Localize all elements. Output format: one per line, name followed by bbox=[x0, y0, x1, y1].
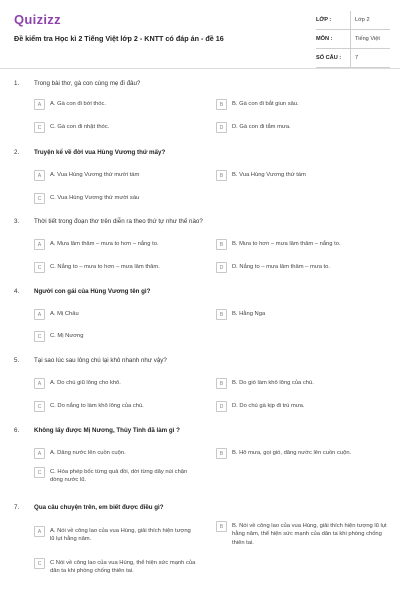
question-number: 4. bbox=[14, 288, 20, 295]
option-c[interactable] bbox=[34, 331, 194, 342]
option-b[interactable] bbox=[216, 99, 386, 110]
meta-table bbox=[316, 11, 390, 68]
option-letter: B bbox=[216, 448, 227, 459]
option-letter: C bbox=[34, 122, 45, 133]
option-b[interactable] bbox=[216, 239, 390, 250]
meta-label: LỚP : bbox=[316, 17, 332, 23]
question-text: Qua câu chuyện trên, em biết được điều gì? bbox=[34, 504, 164, 511]
option-text: C. Do nắng to làm khô lông của chú. bbox=[50, 403, 144, 409]
option-text: D. Nắng to – mưa lâm thâm – mưa to. bbox=[232, 264, 330, 270]
option-letter: B bbox=[216, 378, 227, 389]
option-text: C. Mị Nương bbox=[50, 333, 84, 339]
option-c[interactable] bbox=[34, 122, 194, 133]
option-letter: B bbox=[216, 170, 227, 181]
question-number: 7. bbox=[14, 504, 20, 511]
option-letter: B bbox=[216, 521, 227, 532]
question-text: Người con gái của Hùng Vương tên gì? bbox=[34, 288, 151, 295]
option-b[interactable] bbox=[216, 448, 390, 459]
quizizz-logo: Quizizz bbox=[14, 12, 61, 27]
question-number: 5. bbox=[14, 357, 20, 364]
option-c[interactable] bbox=[34, 558, 196, 576]
question-text: Trong bài thơ, gà con cùng mẹ đi đâu? bbox=[34, 80, 141, 87]
question-number: 6. bbox=[14, 427, 20, 434]
question-6 bbox=[14, 427, 390, 484]
meta-value: 7 bbox=[350, 49, 390, 67]
option-letter: C bbox=[34, 467, 45, 478]
option-text: A. Do chú giũ lông cho khô. bbox=[50, 380, 121, 386]
option-d[interactable] bbox=[216, 401, 390, 412]
option-text: D. Do chú gà kịp đi trú mưa. bbox=[232, 403, 305, 409]
option-letter: B bbox=[216, 239, 227, 250]
option-text: B. Hô mưa, gọi gió, dâng nước lên cuồn cuộn. bbox=[232, 450, 352, 456]
option-letter: A bbox=[34, 448, 45, 459]
option-text: B. Mưa to hơn – mưa lâm thâm – nắng to. bbox=[232, 241, 341, 247]
option-letter: A bbox=[34, 309, 45, 320]
option-text: B. Vua Hùng Vương thứ tám bbox=[232, 172, 306, 178]
option-text: A. Mị Châu bbox=[50, 311, 79, 317]
option-text: C. Vua Hùng Vương thứ mười sáu bbox=[50, 195, 140, 201]
question-7 bbox=[14, 504, 390, 575]
option-letter: A bbox=[34, 239, 45, 250]
option-b[interactable] bbox=[216, 521, 390, 547]
option-a[interactable] bbox=[34, 99, 194, 110]
option-letter: D bbox=[216, 262, 227, 273]
option-letter: C bbox=[34, 401, 45, 412]
option-text: B. Do gió làm khô lông của chú. bbox=[232, 380, 314, 386]
option-letter: C bbox=[34, 193, 45, 204]
question-number: 1. bbox=[14, 80, 20, 87]
option-text: B. Hằng Nga bbox=[232, 311, 266, 317]
option-text: A. Dâng nước lên cuồn cuộn. bbox=[50, 450, 126, 456]
option-c[interactable] bbox=[34, 401, 204, 412]
option-letter: C bbox=[34, 262, 45, 273]
question-text: Tại sao lúc sau lông chú lại khô nhanh như vậy? bbox=[34, 357, 167, 364]
option-d[interactable] bbox=[216, 262, 390, 273]
option-letter: B bbox=[216, 309, 227, 320]
question-text: Truyện kể về đời vua Hùng Vương thứ mấy? bbox=[34, 149, 166, 156]
option-letter: C bbox=[34, 331, 45, 342]
option-text: D. Gà con đi tắm mưa. bbox=[232, 124, 291, 130]
question-text: Không lấy được Mị Nương, Thủy Tinh đã làm gì ? bbox=[34, 427, 180, 434]
question-5 bbox=[14, 357, 390, 410]
option-letter: A bbox=[34, 526, 45, 537]
option-c[interactable] bbox=[34, 467, 192, 485]
question-number: 2. bbox=[14, 149, 20, 156]
option-b[interactable] bbox=[216, 309, 386, 320]
option-letter: A bbox=[34, 170, 45, 181]
option-b[interactable] bbox=[216, 170, 386, 181]
meta-row-class bbox=[316, 11, 390, 30]
option-letter: A bbox=[34, 99, 45, 110]
option-text: A. Gà con đi bới thóc. bbox=[50, 101, 107, 107]
option-text: A. Nói về công lao của vua Hùng, giải thích hiện tượng lũ lụt hằng năm. bbox=[50, 528, 191, 543]
option-text: A. Vua Hùng Vương thứ mười tám bbox=[50, 172, 140, 178]
question-2 bbox=[14, 149, 390, 202]
meta-label: SỐ CÂU : bbox=[316, 55, 342, 61]
meta-row-subject bbox=[316, 30, 390, 49]
header-divider bbox=[0, 68, 400, 69]
question-text: Thời tiết trong đoạn thơ trên diễn ra theo thứ tự như thế nào? bbox=[34, 218, 203, 225]
option-c[interactable] bbox=[34, 193, 194, 204]
option-a[interactable] bbox=[34, 448, 204, 459]
option-text: C. Hóa phép bốc từng quả đồi, dời từng dãy núi chặn dòng nước lũ. bbox=[50, 469, 188, 484]
question-1 bbox=[14, 80, 390, 131]
question-4 bbox=[14, 288, 390, 340]
option-letter: C bbox=[34, 558, 45, 569]
meta-value: Tiếng Việt bbox=[350, 30, 390, 48]
meta-row-count bbox=[316, 49, 390, 68]
option-text: C. Nắng to – mưa to hơn – mưa lâm thâm. bbox=[50, 264, 160, 270]
option-d[interactable] bbox=[216, 122, 386, 133]
option-a[interactable] bbox=[34, 170, 194, 181]
meta-label: MÔN : bbox=[316, 36, 333, 42]
option-text: B. Gà con đi bắt giun sâu. bbox=[232, 101, 299, 107]
meta-value: Lớp 2 bbox=[350, 11, 390, 29]
option-a[interactable] bbox=[34, 378, 204, 389]
option-letter: D bbox=[216, 122, 227, 133]
option-letter: D bbox=[216, 401, 227, 412]
question-number: 3. bbox=[14, 218, 20, 225]
option-a[interactable] bbox=[34, 309, 194, 320]
option-text: C. Gà con đi nhặt thóc. bbox=[50, 124, 110, 130]
option-text: B. Nói về công lao của vua Hùng, giải thích hiện tượng lũ lụt hằng năm, thể hiện sức mạnh của dân ta khi phòng chống thiên tai. bbox=[232, 523, 387, 546]
option-letter: B bbox=[216, 99, 227, 110]
option-a[interactable] bbox=[34, 526, 196, 544]
option-b[interactable] bbox=[216, 378, 390, 389]
option-a[interactable] bbox=[34, 239, 204, 250]
document-title: Đề kiểm tra Học kì 2 Tiếng Việt lớp 2 - KNTT có đáp án - đề 16 bbox=[14, 34, 224, 43]
option-letter: A bbox=[34, 378, 45, 389]
question-3 bbox=[14, 218, 390, 271]
option-text: C Nói về công lao của vua Hùng, thể hiện sức mạnh của dân ta khi phòng chống thiên tai. bbox=[50, 560, 196, 575]
option-c[interactable] bbox=[34, 262, 204, 273]
option-text: A. Mưa lâm thâm – mưa to hơn – nắng to. bbox=[50, 241, 159, 247]
